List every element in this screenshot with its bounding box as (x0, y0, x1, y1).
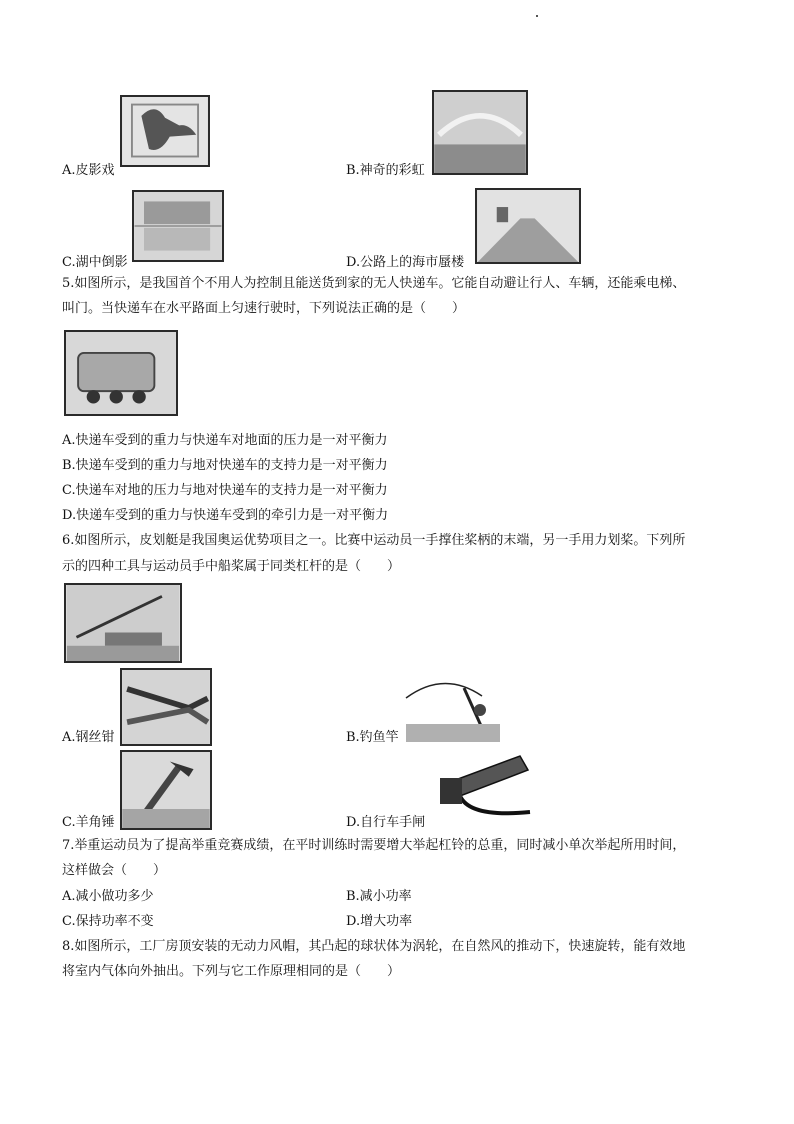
q5-option-d: D.快递车受到的重力与快递车受到的牵引力是一对平衡力 (62, 508, 389, 523)
q5-option-a: A.快递车受到的重力与快递车对地面的压力是一对平衡力 (62, 433, 388, 448)
q5-option-b: B.快递车受到的重力与地对快递车的支持力是一对平衡力 (62, 458, 388, 473)
q7-option-a: A.减小做功多少 (62, 889, 154, 904)
mirage-photo (475, 188, 581, 264)
q8-stem-line2: 将室内气体向外抽出。下列与它工作原理相同的是（ ） (62, 964, 401, 979)
fishing-rod-photo (404, 668, 502, 744)
q6-option-d: D.自行车手闸 (346, 815, 426, 830)
delivery-vehicle-photo (64, 330, 178, 416)
q7-stem-line2: 这样做会（ ） (62, 863, 167, 878)
q5-option-c: C.快递车对地的压力与地对快递车的支持力是一对平衡力 (62, 483, 388, 498)
kayak-photo (64, 583, 182, 663)
pliers-photo (120, 668, 212, 746)
q7-option-b: B.减小功率 (346, 889, 412, 904)
scan-speck (536, 15, 538, 17)
q4-option-b: B.神奇的彩虹 (346, 163, 425, 178)
q6-option-c: C.羊角锤 (62, 815, 115, 830)
lake-reflection-photo (132, 190, 224, 262)
q6-option-b: B.钓鱼竿 (346, 730, 399, 745)
q5-stem-line1: 5.如图所示，是我国首个不用人为控制且能送货到家的无人快递车。它能自动避让行人、车辆，还能乘电梯、 (62, 276, 686, 291)
q7-stem-line1: 7.举重运动员为了提高举重竞赛成绩，在平时训练时需要增大举起杠铃的总重，同时减小单次举起所用时间， (62, 838, 686, 853)
shadow-puppet-photo (120, 95, 210, 167)
bike-brake-photo (430, 752, 534, 826)
q6-stem-line2: 示的四种工具与运动员手中船桨属于同类杠杆的是（ ） (62, 559, 401, 574)
q4-option-d: D.公路上的海市蜃楼 (346, 255, 465, 270)
q4-option-a: A.皮影戏 (62, 163, 115, 178)
claw-hammer-photo (120, 750, 212, 830)
q6-stem-line1: 6.如图所示，皮划艇是我国奥运优势项目之一。比赛中运动员一手撑住桨柄的末端，另一手用力划桨。下列所 (62, 533, 686, 548)
q5-stem-line2: 叫门。当快递车在水平路面上匀速行驶时，下列说法正确的是（ ） (62, 301, 466, 316)
q4-option-c: C.湖中倒影 (62, 255, 128, 270)
rainbow-photo (432, 90, 528, 175)
q8-stem-line1: 8.如图所示，工厂房顶安装的无动力风帽，其凸起的球状体为涡轮，在自然风的推动下，快速旋转，能有效地 (62, 939, 686, 954)
q6-option-a: A.钢丝钳 (62, 730, 115, 745)
q7-option-d: D.增大功率 (346, 914, 413, 929)
q7-option-c: C.保持功率不变 (62, 914, 154, 929)
